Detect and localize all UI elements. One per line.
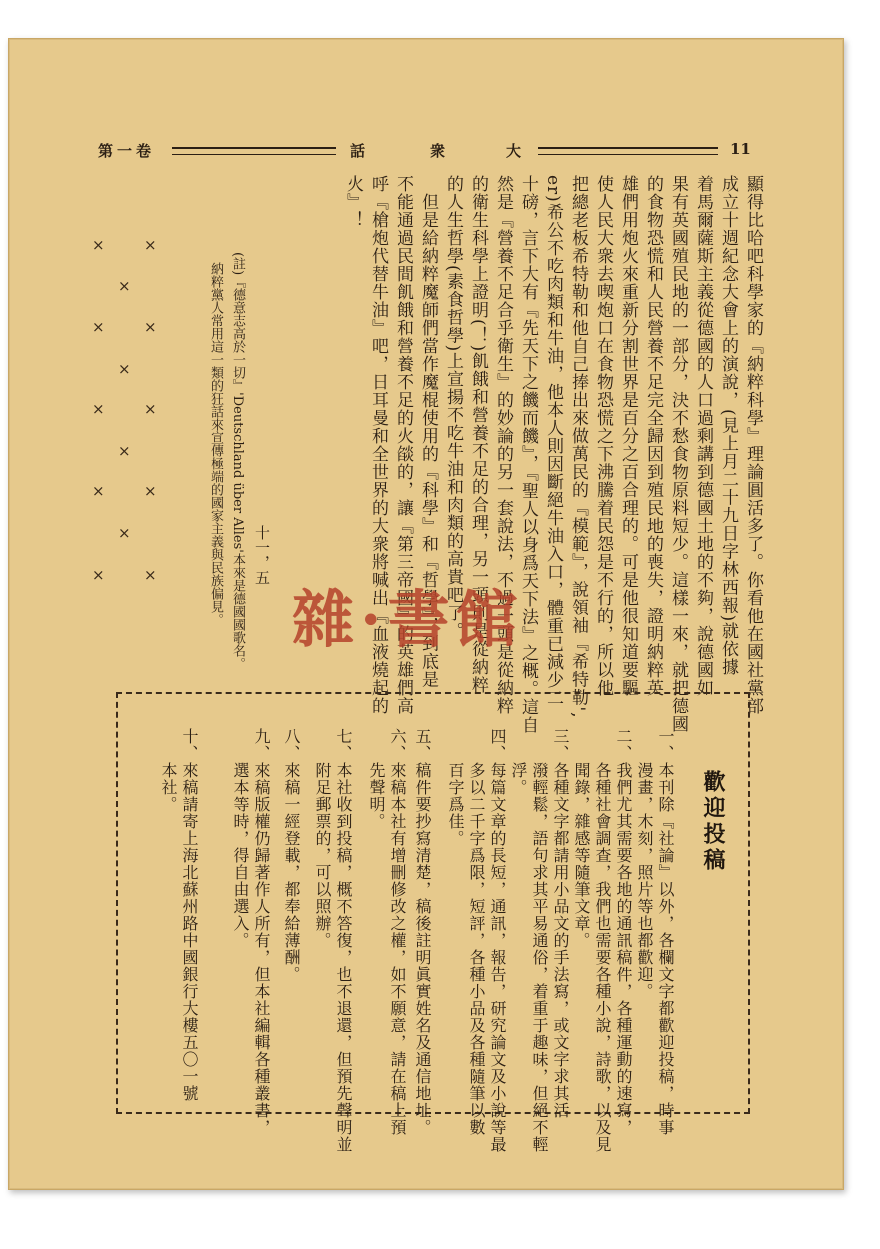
- notice-line: 潑輕鬆，語句求其平易通俗，着重于趣味，但絕不輕: [530, 728, 549, 1153]
- notice-line: 選本等時，得自由選入。: [231, 728, 250, 949]
- notice-line: 多以二千字爲限，短評，各種小品及各種隨筆以數: [467, 728, 486, 1136]
- header-rule-left-2: [172, 154, 336, 155]
- x-mark: ×: [118, 442, 131, 460]
- submission-notice-title: 歡迎投稿: [700, 770, 726, 874]
- notice-line: 一、本刊除『社論』以外，各欄文字都歡迎投稿，時事: [656, 728, 675, 1136]
- body-column: er)希公不吃肉類和牛油，他本人則因斷絕牛油入口，體重已減少二: [543, 175, 563, 707]
- body-column: 的衛生科學上證明(！)飢餓和營養不足的合理，另一頭則是從納粹: [468, 175, 488, 695]
- x-mark: ×: [92, 400, 105, 418]
- notice-line: 五、稿件要抄寫清楚，稿後註明眞實姓名及通信地址。: [413, 728, 432, 1136]
- x-mark: ×: [92, 566, 105, 584]
- notice-line: 七、本社收到投稿，概不答復，也不退還，但預先聲明並: [334, 728, 353, 1153]
- body-column: 不能通過民間飢餓和營養不足的火燄的，讓『第三帝國』的英雄們高: [393, 175, 413, 715]
- x-mark: ×: [92, 318, 105, 336]
- body-column: 但是給納粹魔師們當作魔棍使用的『科學』和『哲學』，到底是: [418, 175, 438, 689]
- notice-line: 浮。: [509, 728, 528, 796]
- header-rule-left: [172, 147, 336, 149]
- body-column: 十磅，言下大有『先天下之饑而饑』，『聖人以身爲天下法』之概。這自: [518, 175, 538, 734]
- notice-line: 九、來稿版權仍歸著作人所有，但本社編輯各種叢書，: [252, 728, 271, 1136]
- x-mark: ×: [118, 277, 131, 295]
- notice-line: 聞錄，雜感等隨筆文章。: [572, 728, 591, 949]
- notice-line: 百字爲佳。: [446, 728, 465, 847]
- notice-line: 十、來稿請寄上海北蘇州路中國銀行大樓五〇一號: [180, 728, 199, 1102]
- x-mark: ×: [144, 318, 157, 336]
- x-mark: ×: [144, 400, 157, 418]
- body-column: 火』！: [343, 175, 363, 229]
- x-mark: ×: [144, 482, 157, 500]
- body-column: 着馬爾薩斯主義從德國的人口過剩講到德國土地的不夠，說德國如: [693, 175, 713, 697]
- x-mark: ×: [144, 566, 157, 584]
- x-mark: ×: [118, 360, 131, 378]
- body-column: 成立十週紀念大會上的演說，(見上月二十九日字林西報)就依據: [718, 175, 738, 677]
- notice-line: 四、每篇文章的長短，通訊，報告，研究論文及小說等最: [488, 728, 507, 1153]
- notice-line: 各種社會調查，我們也需要各種小說，詩歌，以及見: [593, 728, 612, 1153]
- header-title-char-1: 大: [506, 142, 522, 160]
- x-mark: ×: [92, 236, 105, 254]
- x-mark: ×: [92, 482, 105, 500]
- notice-line: 二、我們尤其需要各地的通訊稿件，各種運動的速寫，: [614, 728, 633, 1136]
- footnote-line: 納粹黨人常用這一類的狂話來宣傳極端的國家主義與民族偏見。: [208, 262, 223, 626]
- body-column: 的食物恐慌和人民營養不足完全歸因到殖民地的喪失，證明納粹英: [643, 175, 663, 697]
- notice-line: 先聲明。: [367, 728, 386, 830]
- body-column: 然是『營養不足合乎衛生』的妙論的另一套說法，不過一頭是從納粹: [493, 175, 513, 715]
- body-column: 的人生哲學(素食哲學)上宣揚不吃牛油和肉類的高貴吧了。: [443, 175, 463, 641]
- volume-label: 第一卷: [98, 142, 156, 160]
- body-column: 呼『槍炮代替牛油』吧，日耳曼和全世界的大衆將喊出『血液燒起的: [368, 175, 388, 715]
- page-number: 11: [730, 140, 751, 158]
- header-rule-right: [538, 147, 718, 149]
- notice-line: 本社。: [159, 728, 178, 813]
- article-date: 十一，五: [253, 525, 271, 585]
- x-mark: ×: [144, 236, 157, 254]
- header-title-char-3: 話: [350, 142, 366, 160]
- body-column: 果有英國殖民地的一部分，決不愁食物原料短少。這樣一來，就把德國: [668, 175, 688, 733]
- header-title-char-2: 衆: [430, 142, 446, 160]
- body-column: 使人民大衆去喫炮口在食物恐慌之下沸騰着民怨是不行的，所以他: [593, 175, 613, 697]
- body-column: 把總老板希特勒和他自己捧出來做萬民的『模範』，說領袖『希特勒',: [568, 175, 588, 719]
- header-rule-right-2: [538, 154, 718, 155]
- notice-line: 三、各種文字都請用小品文的手法寫，或文字求其活: [551, 728, 570, 1119]
- footnote-line: (註)『德意志高於一切』'Deutschland über Alles'本來是德國國歌名。: [230, 252, 245, 670]
- notice-line: 附足郵票的，可以照辦。: [313, 728, 332, 949]
- notice-line: 六、來稿本社有增刪修改之權，如不願意，請在稿上預: [388, 728, 407, 1136]
- library-stamp: 雜·書館: [292, 583, 524, 656]
- body-column: 雄們用炮火來重新分割世界是百分之百合理的。可是他很知道要驅: [618, 175, 638, 697]
- x-mark: ×: [118, 524, 131, 542]
- body-column: 顯得比哈吧科學家的『納粹科學』理論圓活多了。你看他在國社黨部: [743, 175, 763, 715]
- notice-line: 八、來稿一經登載，都奉給薄酬。: [282, 728, 301, 983]
- notice-line: 漫畫，木刻，照片等也都歡迎。: [635, 728, 654, 1000]
